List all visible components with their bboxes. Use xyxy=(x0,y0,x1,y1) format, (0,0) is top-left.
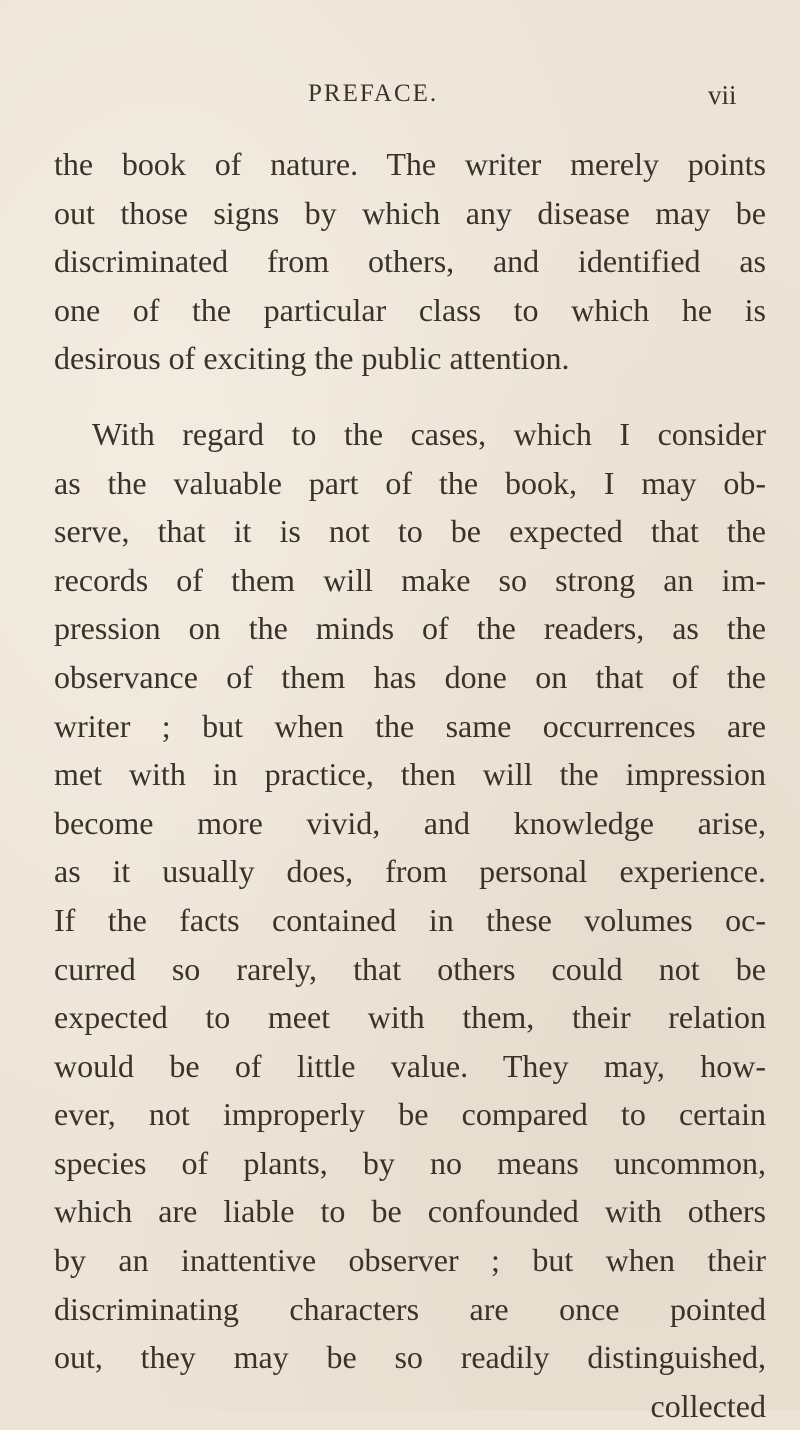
text-line: the book of nature. The writer merely points xyxy=(54,146,766,182)
catchword: collected xyxy=(650,1387,766,1424)
page-number: vii xyxy=(708,80,737,110)
text-line: writer ; but when the same occurrences are xyxy=(54,707,766,744)
paragraph-2 xyxy=(54,410,766,1430)
text-line: species of plants, by no means uncommon, xyxy=(54,1144,766,1181)
text-line: serve, that it is not to be expected that the xyxy=(54,513,766,550)
text-line: by an inattentive observer ; but when their xyxy=(54,1242,766,1279)
text-line: curred so rarely, that others could not be xyxy=(54,950,766,987)
text-line: ever, not improperly be compared to certain xyxy=(54,1096,766,1133)
running-title: PREFACE. xyxy=(308,80,439,107)
text-line: desirous of exciting the public attention. xyxy=(54,340,570,377)
text-line: discriminating characters are once pointed xyxy=(54,1290,766,1327)
text-line: pression on the minds of the readers, as the xyxy=(54,610,766,647)
paragraph-1 xyxy=(54,140,766,383)
text-line: out those signs by which any disease may be xyxy=(54,194,766,231)
text-line: become more vivid, and knowledge arise, xyxy=(54,804,766,841)
text-line: which are liable to be confounded with others xyxy=(54,1193,766,1230)
text-line: as the valuable part of the book, I may ob- xyxy=(54,464,766,501)
text-line: If the facts contained in these volumes oc- xyxy=(54,901,766,938)
text-line: discriminated from others, and identified as xyxy=(54,243,766,280)
text-line: records of them will make so strong an im- xyxy=(54,561,766,598)
text-line: one of the particular class to which he is xyxy=(54,291,766,328)
page-header xyxy=(0,80,800,120)
text-line: as it usually does, from personal experience. xyxy=(54,853,766,890)
text-line: expected to meet with them, their relation xyxy=(54,999,766,1036)
text-line: out, they may be so readily distinguished, xyxy=(54,1339,766,1376)
text-line: With regard to the cases, which I consider xyxy=(92,415,766,452)
text-line: would be of little value. They may, how- xyxy=(54,1047,766,1084)
text-line: met with in practice, then will the impression xyxy=(54,756,766,793)
text-line: observance of them has done on that of the xyxy=(54,658,766,695)
body-text xyxy=(54,140,766,1430)
